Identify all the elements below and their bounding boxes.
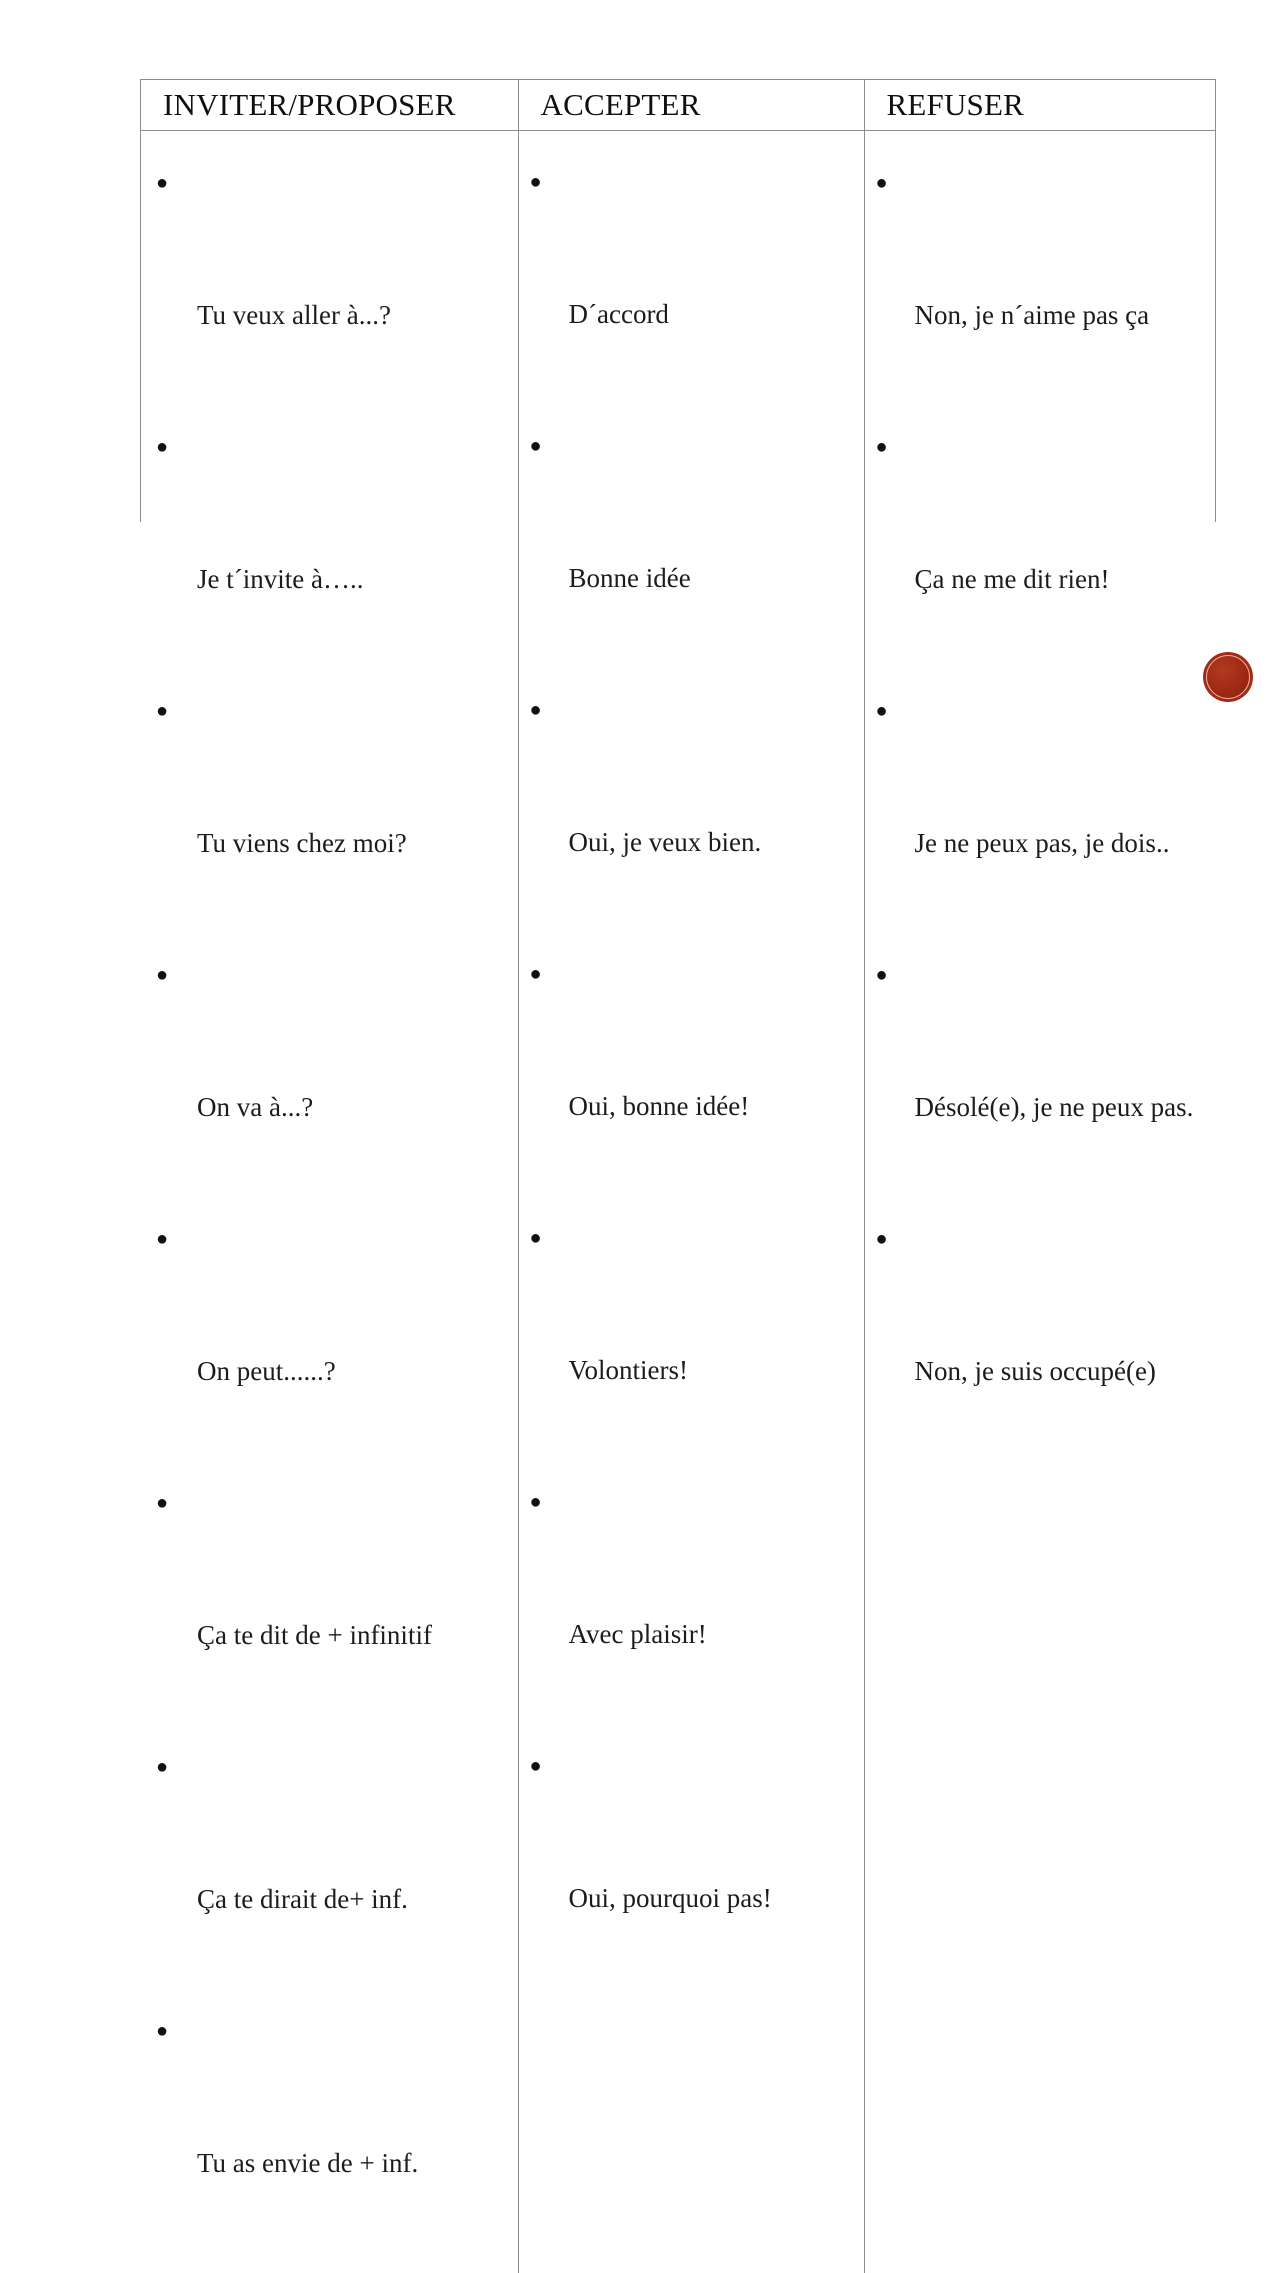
list-item-label: Je ne peux pas, je dois.. — [915, 821, 1206, 865]
column-cell-accepter — [518, 131, 864, 2273]
list-item — [873, 161, 1206, 425]
list-item-label: Ça te dit de + infinitif — [197, 1613, 508, 1657]
bullet-icon: ● — [527, 1744, 545, 1788]
list-item-label: Avec plaisir! — [569, 1612, 854, 1656]
column-cell-inviter-proposer — [141, 131, 518, 2273]
bullet-icon: ● — [873, 1217, 891, 1261]
list-item-label: Non, je suis occupé(e) — [915, 1349, 1206, 1393]
list-item-label: On peut......? — [197, 1349, 508, 1393]
bullet-icon: ● — [153, 425, 171, 469]
phrase-table-container — [140, 79, 1216, 522]
list-item-label: Ça ne me dit rien! — [915, 557, 1206, 601]
list-item-label: Je t´invite à….. — [197, 557, 508, 601]
list-item-label: D´accord — [569, 292, 854, 336]
list-item — [527, 424, 854, 688]
list-item-label: Tu as envie de + inf. — [197, 2141, 508, 2185]
list-item — [153, 2009, 508, 2273]
bullet-icon: ● — [527, 1480, 545, 1524]
table-body — [141, 131, 1215, 2273]
column-header-inviter-proposer: INVITER/PROPOSER — [141, 80, 518, 131]
phrase-list-accepter — [519, 131, 864, 2008]
list-item — [153, 161, 508, 425]
list-item-label: On va à...? — [197, 1085, 508, 1129]
bullet-icon: ● — [153, 1217, 171, 1261]
phrase-list-inviter-proposer — [141, 131, 518, 2273]
list-item — [527, 952, 854, 1216]
list-item-label: Désolé(e), je ne peux pas. — [915, 1085, 1206, 1129]
bullet-icon: ● — [153, 953, 171, 997]
list-item — [153, 689, 508, 953]
list-item — [153, 1745, 508, 2009]
list-item-label: Tu viens chez moi? — [197, 821, 508, 865]
list-item-label: Non, je n´aime pas ça — [915, 293, 1206, 337]
bullet-icon: ● — [527, 952, 545, 996]
badge-ring — [1206, 655, 1250, 699]
list-item-label: Oui, bonne idée! — [569, 1084, 854, 1128]
list-item — [527, 160, 854, 424]
bullet-icon: ● — [153, 1481, 171, 1525]
bullet-icon: ● — [873, 689, 891, 733]
list-item — [873, 1217, 1206, 1481]
list-item — [527, 1216, 854, 1480]
bullet-icon: ● — [527, 424, 545, 468]
list-item-label: Tu veux aller à...? — [197, 293, 508, 337]
phrase-list-refuser — [865, 131, 1216, 1481]
table-header-row — [141, 80, 1215, 131]
bullet-icon: ● — [873, 953, 891, 997]
list-item — [873, 689, 1206, 953]
bullet-icon: ● — [873, 425, 891, 469]
list-item — [153, 1217, 508, 1481]
bullet-icon: ● — [527, 160, 545, 204]
list-item — [153, 425, 508, 689]
column-cell-refuser — [864, 131, 1215, 2273]
table-row — [141, 131, 1215, 2273]
bullet-icon: ● — [153, 2009, 171, 2053]
list-item-label: Volontiers! — [569, 1348, 854, 1392]
bullet-icon: ● — [153, 1745, 171, 1789]
column-header-accepter: ACCEPTER — [518, 80, 864, 131]
list-item — [873, 953, 1206, 1217]
list-item — [527, 1744, 854, 2008]
bullet-icon: ● — [153, 161, 171, 205]
list-item — [873, 425, 1206, 689]
list-item-label: Oui, je veux bien. — [569, 820, 854, 864]
phrase-table — [141, 80, 1215, 2273]
bullet-icon: ● — [153, 689, 171, 733]
bullet-icon: ● — [873, 161, 891, 205]
list-item-label: Ça te dirait de+ inf. — [197, 1877, 508, 1921]
bullet-icon: ● — [527, 688, 545, 732]
bullet-icon: ● — [527, 1216, 545, 1260]
corner-round-badge[interactable] — [1203, 652, 1253, 702]
list-item — [153, 1481, 508, 1745]
list-item-label: Bonne idée — [569, 556, 854, 600]
list-item — [153, 953, 508, 1217]
list-item — [527, 1480, 854, 1744]
column-header-refuser: REFUSER — [864, 80, 1215, 131]
list-item — [527, 688, 854, 952]
list-item-label: Oui, pourquoi pas! — [569, 1876, 854, 1920]
